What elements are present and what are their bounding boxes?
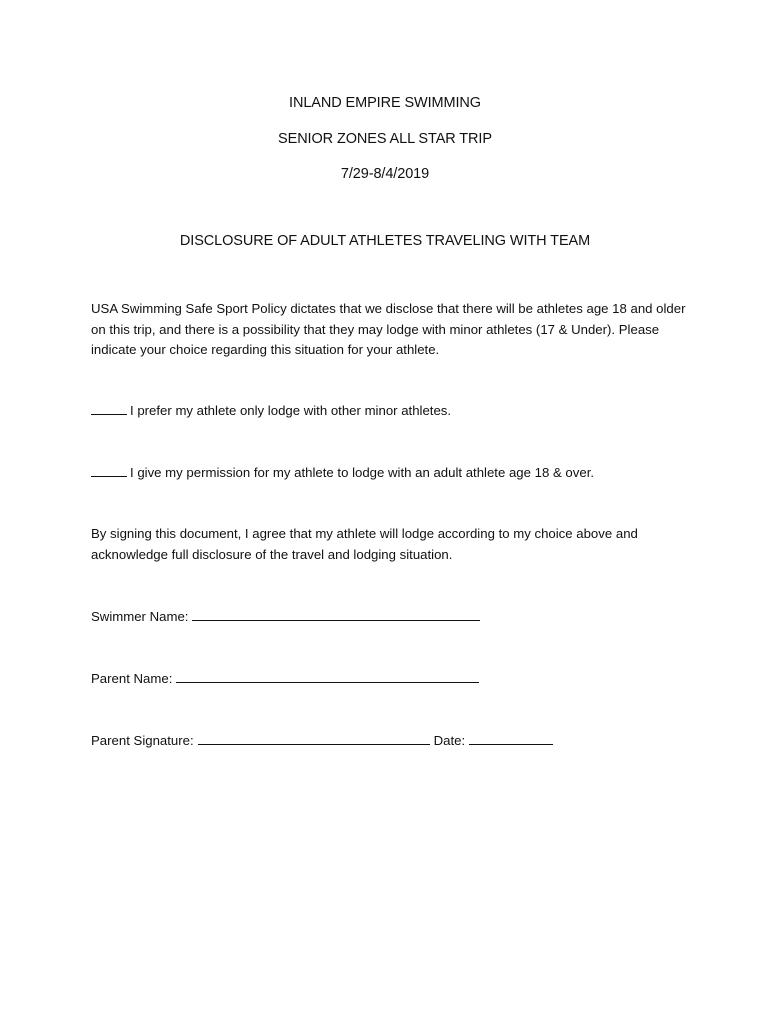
parent-name-label: Parent Name:: [91, 671, 173, 686]
option-adult-permission-label: I give my permission for my athlete to lodge with an adult athlete age 18 & over.: [130, 465, 595, 480]
parent-name-row: [91, 669, 479, 686]
trip-dates: 7/29-8/4/2019: [340, 166, 430, 182]
agreement-paragraph: By signing this document, I agree that my athlete will lodge according to my choice above and acknowledge full disclosure of the travel and lodging situation.: [91, 526, 638, 562]
option-minor-only: [91, 401, 691, 422]
swimmer-name-label: Swimmer Name:: [91, 609, 189, 624]
document-title: DISCLOSURE OF ADULT ATHLETES TRAVELING WITH TEAM: [179, 233, 591, 249]
intro-paragraph: USA Swimming Safe Sport Policy dictates that we disclose that there will be athletes age 18 and older on this trip, and there is a possibility that they may lodge with minor athletes (17 & Under). Please indicate your choice regarding this situation for your athlete.: [91, 301, 686, 357]
swimmer-name-field[interactable]: [192, 607, 480, 621]
trip-name: SENIOR ZONES ALL STAR TRIP: [278, 131, 492, 147]
date-field[interactable]: [469, 731, 553, 745]
parent-signature-field[interactable]: [198, 731, 430, 745]
option-adult-permission-blank[interactable]: [91, 463, 127, 477]
parent-signature-row: [91, 731, 553, 748]
parent-signature-label: Parent Signature:: [91, 733, 194, 748]
parent-name-field[interactable]: [176, 669, 479, 683]
option-adult-permission: [91, 463, 691, 484]
option-minor-only-label: I prefer my athlete only lodge with other minor athletes.: [130, 403, 452, 418]
org-name: INLAND EMPIRE SWIMMING: [289, 95, 481, 111]
option-minor-only-blank[interactable]: [91, 401, 127, 415]
swimmer-name-row: [91, 607, 480, 624]
date-label: Date:: [433, 733, 466, 748]
